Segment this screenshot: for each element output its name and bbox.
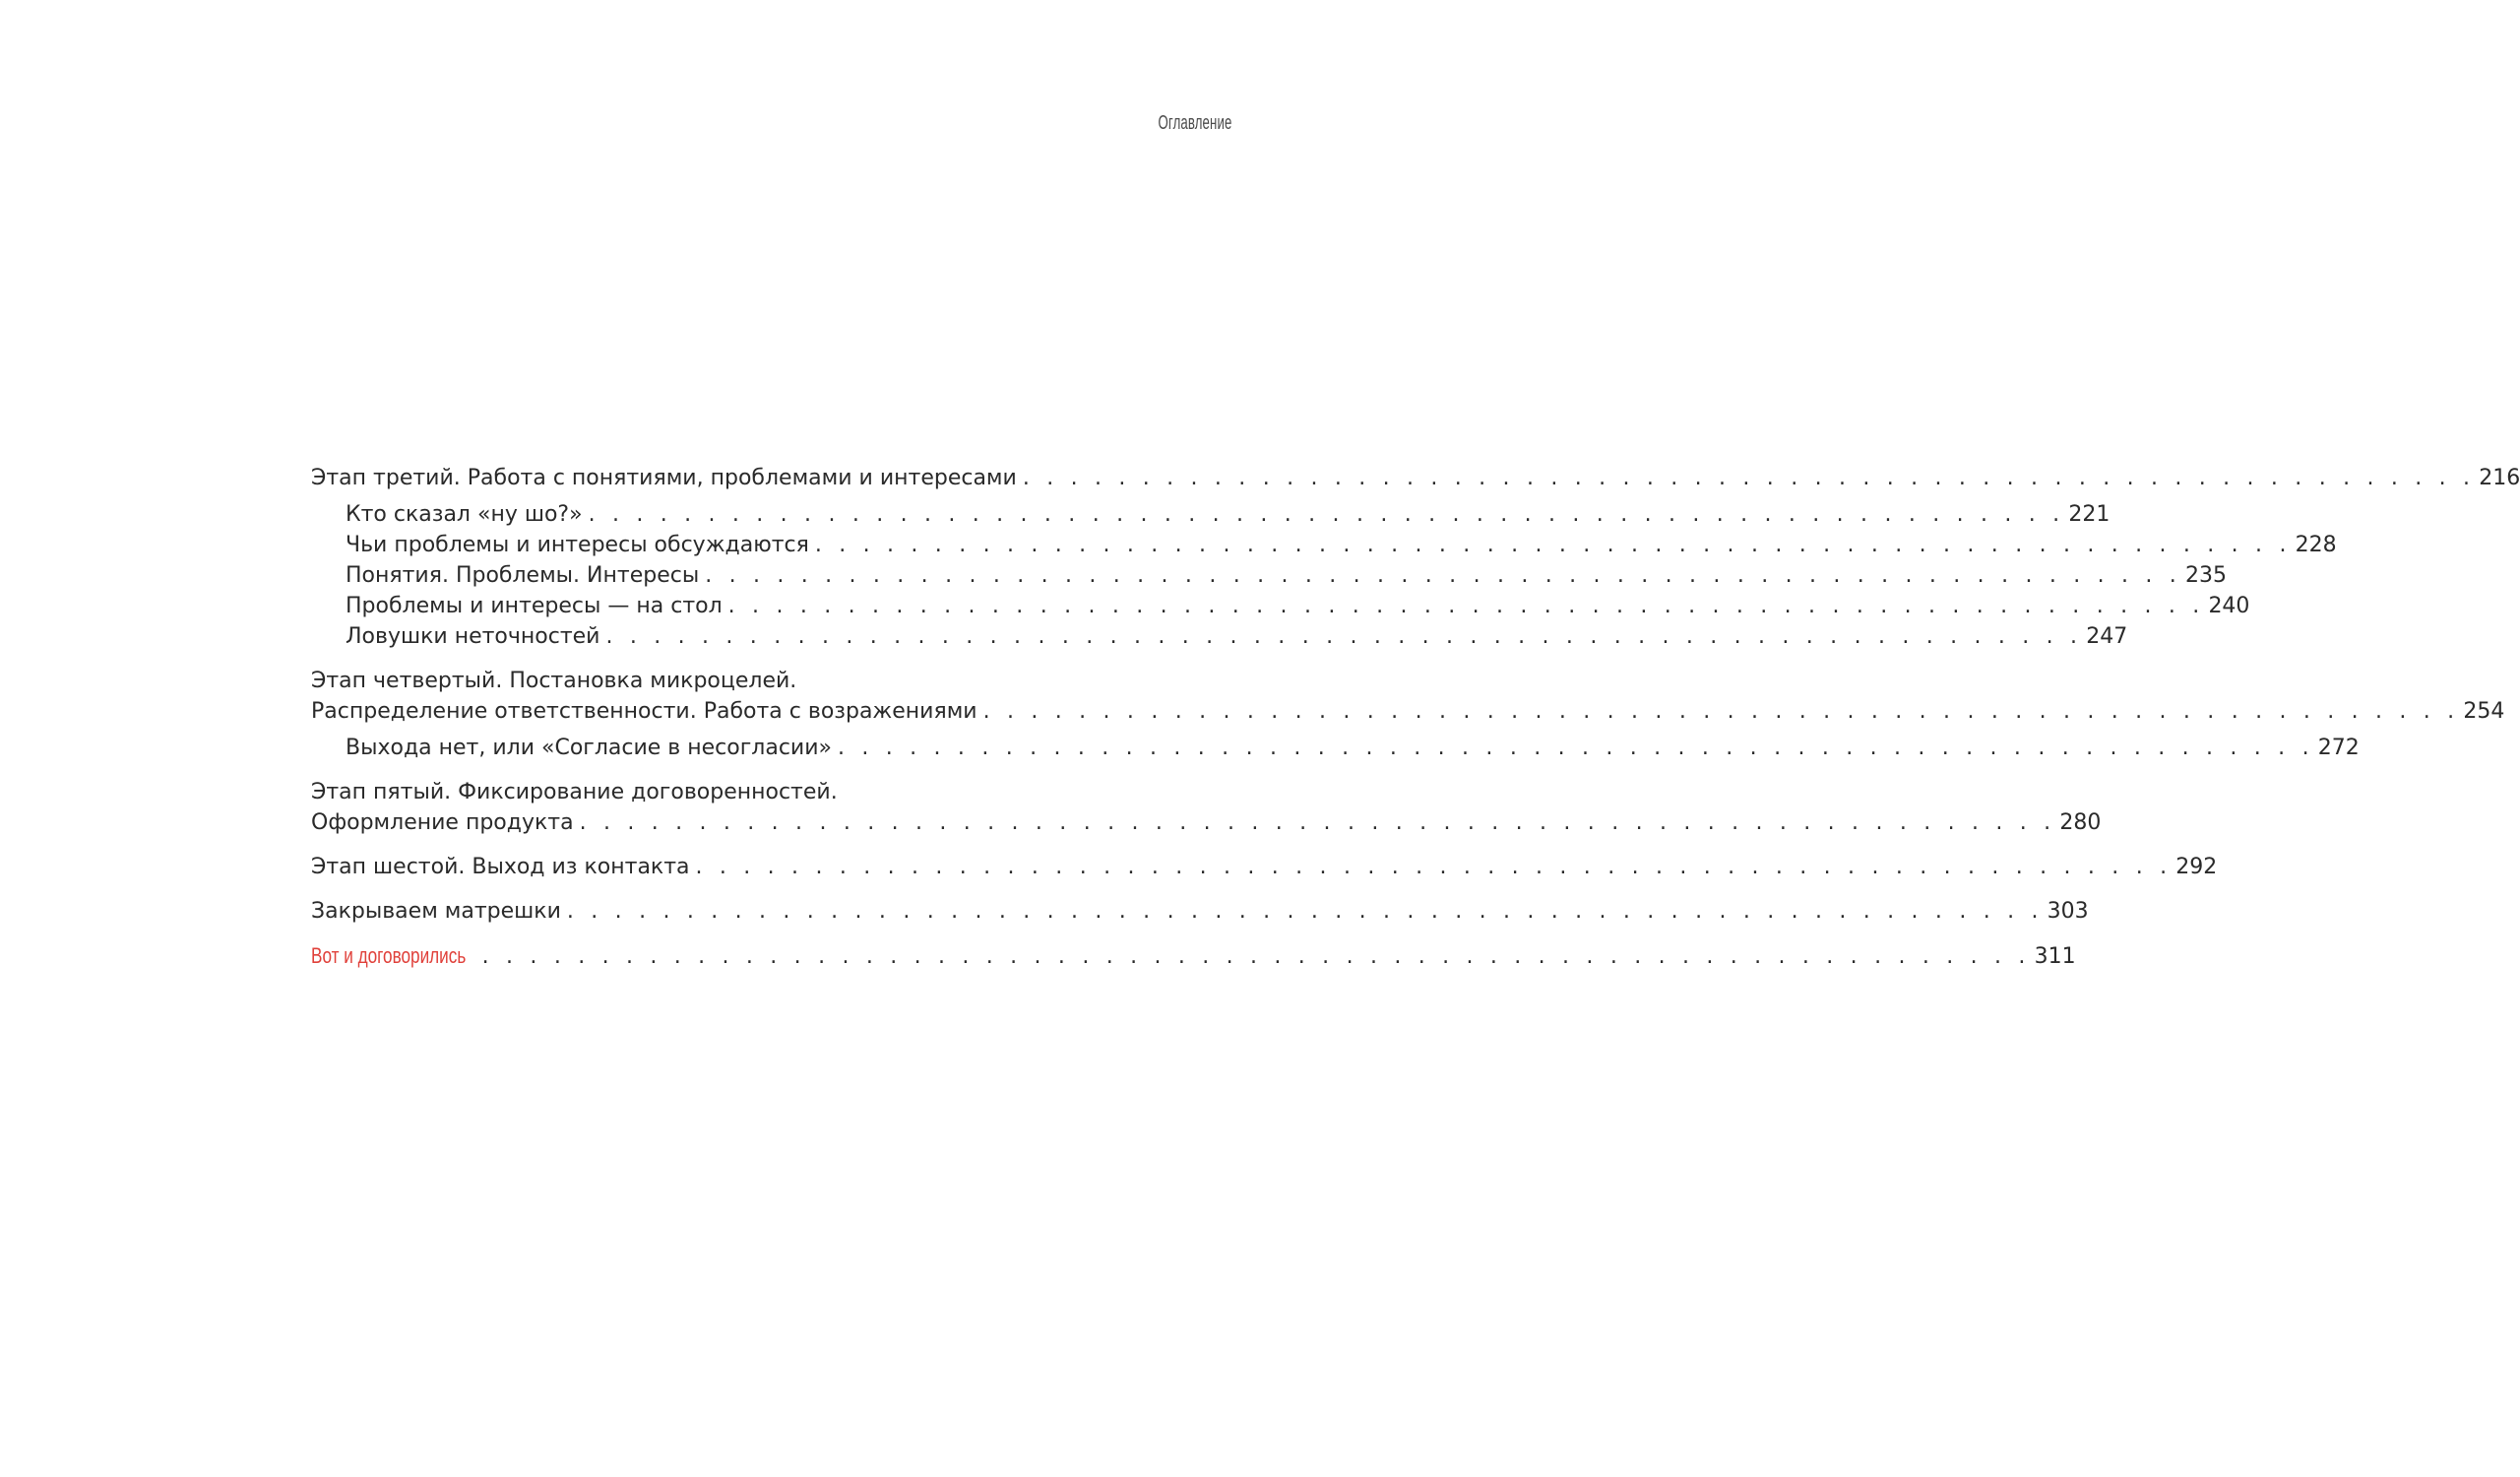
toc-entry-page: 311: [2034, 944, 2076, 969]
toc-entry-title: Вот и договорились: [311, 943, 467, 968]
table-of-contents: [311, 463, 2520, 972]
toc-entry-title: Кто сказал «ну шо?»: [346, 502, 583, 527]
toc-entry-title: Понятия. Проблемы. Интересы: [346, 563, 700, 588]
toc-entry[interactable]: [311, 560, 2227, 591]
toc-entry-title: Выхода нет, или «Согласие в несогласии»: [346, 736, 832, 760]
toc-entry-title-line1: Этап четвертый. Постановка микроцелей.: [311, 669, 797, 693]
toc-entry-title-line1: Этап пятый. Фиксирование договоренностей.: [311, 780, 838, 804]
toc-entry-title: Чьи проблемы и интересы обсуждаются: [346, 533, 809, 557]
toc-entry-title: Оформление продукта: [311, 810, 574, 835]
toc-entry[interactable]: [311, 666, 2505, 727]
toc-entry-highlighted[interactable]: [311, 940, 2076, 972]
toc-entry-page: 221: [2068, 502, 2110, 527]
toc-leader-dots: . . . . . . . . . . . . . . . . . . . . . . . . . . . . . . . . . . . . . . . . . . . . . . . . . . . . . . . . . . . . . .: [579, 810, 2056, 835]
toc-leader-dots: . . . . . . . . . . . . . . . . . . . . . . . . . . . . . . . . . . . . . . . . . . . . . . . . . . . . . . . . . . . . . .: [588, 502, 2065, 527]
toc-entry[interactable]: [311, 499, 2110, 530]
toc-entry-title: Проблемы и интересы — на стол: [346, 594, 723, 618]
toc-leader-dots: . . . . . . . . . . . . . . . . . . . . . . . . . . . . . . . . . . . . . . . . . . . . . . . . . . . . . . . . . . . . . .: [814, 533, 2292, 557]
toc-entry[interactable]: [311, 777, 2102, 838]
toc-entry-page: 280: [2059, 810, 2102, 835]
toc-leader-dots: . . . . . . . . . . . . . . . . . . . . . . . . . . . . . . . . . . . . . . . . . . . . . . . . . . . . . . . . . . . . . .: [695, 855, 2173, 879]
toc-leader-dots: . . . . . . . . . . . . . . . . . . . . . . . . . . . . . . . . . . . . . . . . . . . . . . . . . . . . . . . . . . . . .: [1022, 466, 2476, 490]
toc-entry-page: 216: [2479, 466, 2520, 490]
toc-leader-dots: . . . . . . . . . . . . . . . . . . . . . . . . . . . . . . . . . . . . . . . . . . . . . . . . . . . . . . . . . . . . . . . . .: [481, 944, 2031, 969]
toc-entry-title: Этап шестой. Выход из контакта: [311, 855, 690, 879]
toc-entry[interactable]: [311, 733, 2360, 763]
toc-entry-title: Ловушки неточностей: [346, 624, 600, 649]
toc-leader-dots: . . . . . . . . . . . . . . . . . . . . . . . . . . . . . . . . . . . . . . . . . . . . . . . . . . . . . . . . . . . . . .: [705, 563, 2181, 588]
toc-leader-dots: . . . . . . . . . . . . . . . . . . . . . . . . . . . . . . . . . . . . . . . . . . . . . . . . . . . . . . . . . . . . . .: [566, 899, 2044, 924]
toc-leader-dots: . . . . . . . . . . . . . . . . . . . . . . . . . . . . . . . . . . . . . . . . . . . . . . . . . . . . . . . . . . . . . .: [982, 699, 2460, 724]
toc-entry[interactable]: [311, 591, 2250, 621]
toc-entry-page: 247: [2086, 624, 2128, 649]
toc-leader-dots: . . . . . . . . . . . . . . . . . . . . . . . . . . . . . . . . . . . . . . . . . . . . . . . . . . . . . . . . . . . . . .: [605, 624, 2083, 649]
toc-entry[interactable]: [311, 852, 2218, 882]
toc-entry-title: Этап третий. Работа с понятиями, проблемами и интересами: [311, 466, 1017, 490]
toc-entry-page: 240: [2208, 594, 2250, 618]
toc-entry[interactable]: [311, 530, 2337, 560]
toc-entry[interactable]: [311, 621, 2128, 652]
toc-leader-dots: . . . . . . . . . . . . . . . . . . . . . . . . . . . . . . . . . . . . . . . . . . . . . . . . . . . . . . . . . . . . . .: [838, 736, 2314, 760]
toc-entry-title: Закрываем матрешки: [311, 899, 561, 924]
toc-leader-dots: . . . . . . . . . . . . . . . . . . . . . . . . . . . . . . . . . . . . . . . . . . . . . . . . . . . . . . . . . . . . . .: [727, 594, 2205, 618]
running-head: Оглавление: [1158, 112, 1232, 134]
toc-entry-page: 235: [2184, 563, 2227, 588]
toc-entry-page: 254: [2463, 699, 2505, 724]
toc-entry-page: 303: [2047, 899, 2089, 924]
toc-entry-page: 292: [2175, 855, 2218, 879]
toc-entry[interactable]: [311, 463, 2520, 493]
toc-entry-page: 228: [2295, 533, 2337, 557]
toc-entry-page: 272: [2317, 736, 2360, 760]
toc-entry-title: Распределение ответственности. Работа с возражениями: [311, 699, 977, 724]
toc-entry[interactable]: [311, 896, 2089, 927]
